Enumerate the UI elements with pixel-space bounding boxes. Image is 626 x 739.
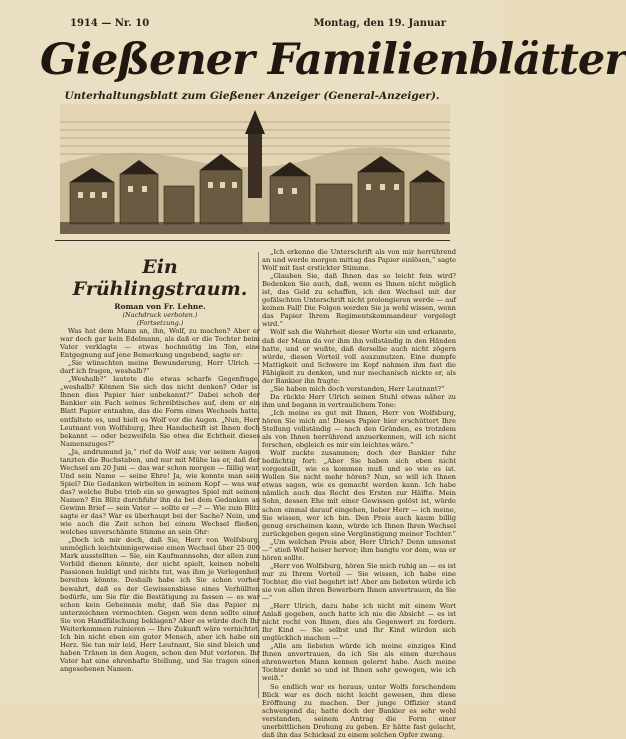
- right-paragraph: „Ich meine es gut mit Ihnen, Herr von Wolfsburg, hören Sie mich an! Dieses Papier hier erschüttert Ihre Stellung vollständig — nach den Gründen, es trotzdem als von Ihnen herrührend anzuerkennen, will ich nicht forschen, obgleich es mir ein leichtes wäre.“: [262, 408, 456, 450]
- right-paragraph: „Alle am liebsten würde ich meine einziges Kind Ihnen anvertrauen, da ich Sie als einen durchaus ehrenwerten Mann kennen gelernt habe. Auch meine Tochter denkt so und ist Ihnen sehr gewogen, wie ich weiß.“: [262, 642, 456, 683]
- left-paragraph: „Ja, andrumund ja,“ rief da Wolf aus; vor seinen Augen tanzten die Buchstaben, und nur mit Mühe las er, daß der Wechsel am 20 Juni — das war schon morgen — fällig war. Und sein Name — seine Ehre! Ja, wie konnte man sein Spiel? Die Gedanken wirbelten in seinem Kopf — was war das? welche Bube trieb ein so gewagtes Spiel mit seinem Namen? Ein Blitz durchfuhr ihn da bei dem Gedanken an Gewinn Brief — sein Vater — sollte er —? — Wie zum Blitz sagte er das? War es überhaupt bei der Sache? Nein, und wie auch die Zeit schon bei einem Wechsel fließen, welches unverschämte Stimme an sein Ohr:: [60, 447, 260, 537]
- left-paragraph: Was hat dem Mann an, ihn, Wolf, zu machen? Aber er war doch gar kein Edelmann, als daß er die Tochter beim Vater verklagte — etwas hochmütig im Ton, eine Entgegnung auf jene Bemerkung ungebend, sagte er:: [60, 327, 260, 360]
- story-author: Roman von Fr. Lehne.: [114, 302, 206, 311]
- right-column: [262, 248, 456, 739]
- right-paragraph: „Herr von Wolfsburg, hören Sie mich ruhig an — es ist nur zu Ihrem Vorteil — Sie wissen, ich habe eine Tochter, die viel begehrt ist! Aber am liebsten würde ich sie von allen ihren Bewerbern Ihnen anvertrauen, da Sie —“: [262, 561, 456, 603]
- newspaper-subtitle: Unterhaltungsblatt zum Gießener Anzeiger (General-Anzeiger).: [64, 90, 440, 102]
- right-paragraph: Wolf sah die Wahrheit dieser Worte ein und erkannte, daß der Mann da vor ihm ihn vollständig in den Händen hatte, und er wußte, daß derselbe auch nicht zögern würde, diesen Vorteil voll auszunutzen. Eine dumpfe Mattigkeit und Schwere im Kopf nahmen ihm fast die Fähigkeit zu denken, und nur mechanisch nickte er, als der Bankier ihn fragte:: [262, 328, 456, 385]
- issue-date: Montag, den 19. Januar: [313, 18, 446, 29]
- left-paragraph: „Doch ich mir doch, daß Sie, Herr von Wolfsburg, unmöglich leichtsinnigerweise einen Wechsel über 25 000 Mark ausstellten — Sie, ein Kaufmannsohn, der allen zum Vorbild dienen könnte, der nicht spielt, keinen nobeln Passionen huldigt und nichts tut, was ihm je Verlegenheit bereiten könnte. Deshalb habe ich Sie schon vorher bewahrt, daß es der Gewissensbisse eines Verhüllten bedürfe, um Sie für die Bestätigung zu fassen — es war schon kein Geheimnis mehr, daß Sie das Papier zu unterzeichnen vermochten. Gegen wen denn sollte einer Sie von Handfälschung beklagen? Aber es würde doch Ihr Weiterkommen ruinieren — Ihre Zukunft wäre vernichtet. Ich bin nicht eben ein guter Mensch, aber ich habe ein Herz. Sie tun mir leid, Herr Leutnant, Sie sind bleich und haben Tränen in den Augen, schon den Mut verloren. Ihr Vater hat eine ehrenhafte Stellung, und Sie tragen einen angesehenen Namen.: [60, 536, 260, 673]
- right-paragraph: So endlich war es heraus; unter Wolfs forschendem Blick war es doch nicht leicht gewesen, ihm diese Eröffnung zu machen. Der junge Offizier stand schweigend da; hatte doch der Bankier es sehr wohl verstanden, seinem Antrag die Form einer unerbittlichen Drohung zu geben. Er hätte fast gelacht, daß ihn das Schicksal zu einem solchen Opfer zwang.: [262, 682, 456, 739]
- right-paragraph: Da rückte Herr Ulrich seinen Stuhl etwas näher zu ihm und begann in vertraulichem Tone:: [262, 392, 456, 409]
- newspaper-title: Gießener Familienblätter: [40, 35, 626, 85]
- issue-number: 1914 — Nr. 10: [70, 18, 150, 29]
- masthead-divider: [55, 240, 450, 241]
- story-title: Ein Frühlingstraum.: [72, 256, 248, 300]
- right-paragraph: „Glauben Sie, daß Ihnen das so leicht fein wird? Bedenken Sie auch, daß, wenn es Ihnen nicht möglich ist, das Geld zu schaffen, ich den Wechsel mit der gefälschten Unterschrift nicht prolongieren werde — auf keinen Fall! Die Folgen werden Sie ja wohl wissen, wenn das Papier Ihrem Regimentskommandeur vorgelegt wird.“: [262, 272, 456, 329]
- reprint-note: (Nachdruck verboten.): [122, 311, 198, 319]
- town-vignette-illustration: [60, 104, 450, 234]
- continuation-note: (Fortsetzung.): [136, 319, 184, 327]
- masthead: [0, 0, 626, 242]
- right-paragraph: Wolf zuckte zusammen; doch der Bankier fuhr bedächtig fort: „Aber Sie haben sich eben nicht vorgestellt, wie es kommen muß und so wie es ist. Wollen Sie nicht mehr hören? Nun, so will ich Ihnen etwas sagen, wie es gemacht werden kann. Ich habe nämlich auch das Recht des Ersten zur Hälfte. Mein Sohn, dessen Ehe mit einer Gewissen gelöst ist, würde schon einmal darauf eingehen, lieber Herr — ich meine, Sie wissen, wer ich bin. Den Preis auch kaum billig genug erscheinen kann, würde ich Ihnen Ihren Wechsel zurückgeben gegen eine Vergünstigung meiner Tochter.“: [262, 449, 456, 538]
- issue-line: [70, 18, 446, 32]
- left-paragraph: „Sie wünschten meine Bewunderung, Herr Ulrich — darf ich fragen, weshalb?“: [60, 359, 260, 376]
- left-paragraph: „Weshalb?“ lautete die etwas scharfe Gegenfrage, „weshalb? Können Sie sich das nicht denken? Oder ist Ihnen dies Papier hier unbekannt?“ Dabei schob der Bankier ein Fach seines Schreibtisches auf, dem er ein Blatt Papier entnahm, das die Form eines Wechsels hatte, entfaltete es, und hielt es Wolf vor die Augen. „Nun, Herr Leutnant von Wolfsburg, Ihre Handschrift ist Ihnen doch bekannt — oder bezweifeln Sie etwa die Echtheit dieses Namenszuges?“: [60, 375, 260, 448]
- right-paragraph: „Herr Ulrich, dazu habe ich nicht mit einem Wort Anlaß gegeben, auch hatte ich nie die Absicht — es ist nicht recht von Ihnen, dies als Gegenwert zu fordern. Ihr Kind — Sie selbst und Ihr Kind würden sich unglücklich machen —“: [262, 602, 456, 643]
- right-paragraph: „Sie haben mich doch verstanden, Herr Leutnant?“: [270, 384, 445, 393]
- right-paragraph: „Um welchen Preis aber, Herr Ulrich? Denn umsonst —“ stieß Wolf heiser hervor; ihm bangte vor dem, was er hören sollte.: [262, 537, 456, 562]
- left-column: [60, 248, 260, 673]
- right-paragraph: „Ich erkenne die Unterschrift als von mir herrührend an und werde morgen mittag das Papier einlösen,“ sagte Wolf mit fast erstickter Stimme.: [262, 248, 456, 273]
